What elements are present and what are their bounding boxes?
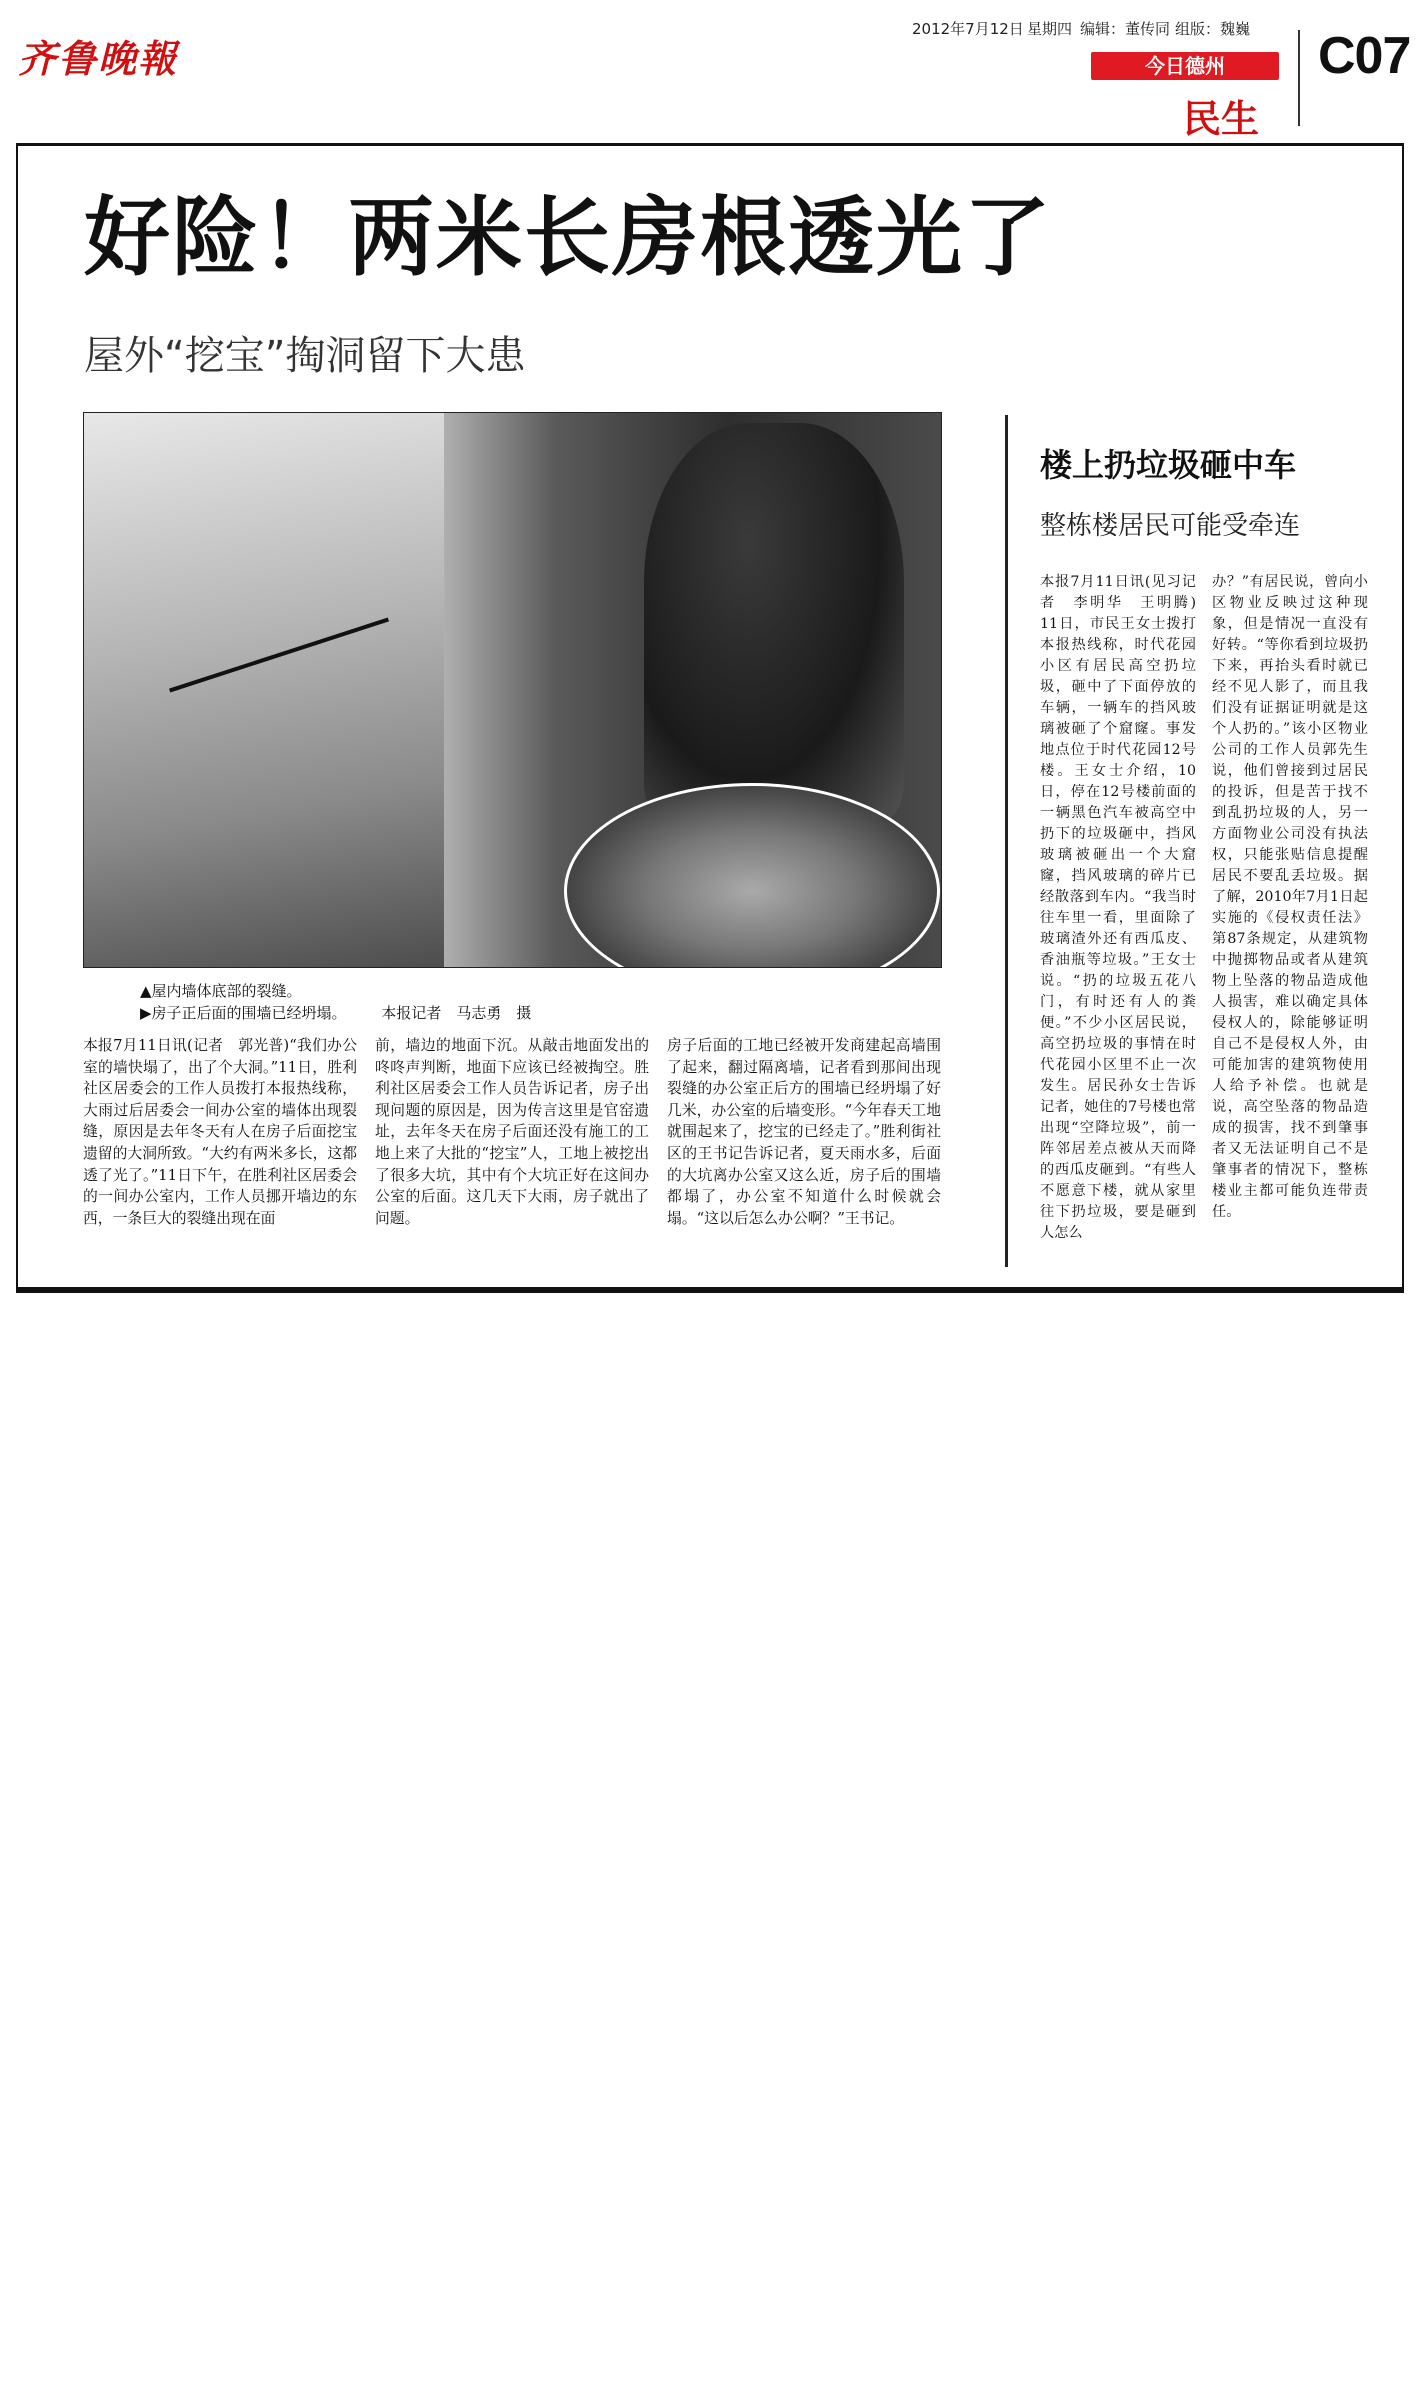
side-article-col-1: 本报7月11日讯(见习记者 李明华 王明腾) 11日，市民王女士拨打本报热线称，时代花园小区有居民高空扔垃圾，砸中了下面停放的车辆，一辆车的挡风玻璃被砸了个窟窿。事发地点位于时代花园12号楼。王女士介绍，10日，停在12号楼前面的一辆黑色汽车被高空中扔下的垃圾砸中，挡风玻璃被砸出一个大窟窿，挡风玻璃的碎片已经散落到车内。“我当时往车里一看，里面除了玻璃渣外还有西瓜皮、香油瓶等垃圾。”王女士说。“扔的垃圾五花八门，有时还有人的粪便。”不少小区居民说，高空扔垃圾的事情在时代花园小区里不止一次发生。居民孙女士告诉记者，她住的7号楼也常出现“空降垃圾”，前一阵邻居差点被从天而降的西瓜皮砸到。“有些人不愿意下楼，就从家里往下扔垃圾，要是砸到人怎么 xyxy=(1040,574,1211,1241)
photo-caption-line-2: ▶房子正后面的围墙已经坍塌。 xyxy=(140,1004,347,1022)
region-badge: 今日德州 xyxy=(1091,52,1279,80)
side-subhead: 整栋楼居民可能受牵连 xyxy=(1040,511,1301,541)
main-article-col-3: 房子后面的工地已经被开发商建起高墙围了起来，翻过隔离墙，记者看到那间出现裂缝的办公室正后方的围墙已经坍塌了好几米，办公室的后墙变形。“今年春天工地就围起来了，挖宝的已经走了。”胜利街社区的王书记告诉记者，夏天雨水多，后面的大坑离办公室又这么近，房子后的围墙都塌了，办公室不知道什么时候就会塌。“这以后怎么办公啊？”王书记。 xyxy=(667,1037,941,1227)
layout-credit: 组版：魏巍 xyxy=(1175,20,1251,38)
main-headline: 好险！两米长房根透光了 xyxy=(84,188,1052,288)
editor-credit: 编辑：董传同 xyxy=(1080,20,1171,38)
photo-wall xyxy=(84,413,444,967)
page-number: C07 xyxy=(1318,27,1411,85)
section-title: 民生 xyxy=(1183,97,1260,141)
main-subhead: 屋外“挖宝”掏洞留下大患 xyxy=(84,333,526,379)
news-photo xyxy=(83,412,942,968)
photo-credit: 本报记者 马志勇 摄 xyxy=(381,1004,532,1022)
masthead-divider xyxy=(1298,30,1300,126)
sidebar-rule xyxy=(1005,415,1008,1267)
main-article-col-1: 本报7月11日讯(记者 郭光普)“我们办公室的墙快塌了，出了个大洞。”11日，胜利社区居委会的工作人员拨打本报热线称，大雨过后居委会一间办公室的墙体出现裂缝，原因是去年冬天有人在房子后面挖宝遗留的大洞所致。“大约有两米多长，这都透了光了。”11日下午，在胜利社区居委会的一间办公室内，工作人员挪开墙边的东西，一条巨大的裂缝出现在面 xyxy=(83,1037,357,1227)
photo-caption xyxy=(140,980,531,1024)
side-headline: 楼上扔垃圾砸中车 xyxy=(1040,446,1297,484)
issue-date: 2012年7月12日 xyxy=(912,20,1024,38)
photo-caption-line-1: ▲屋内墙体底部的裂缝。 xyxy=(140,982,302,1000)
issue-weekday: 星期四 xyxy=(1027,20,1073,38)
side-article-col-2: 办？”有居民说，曾向小区物业反映过这种现象，但是情况一直没有好转。“等你看到垃圾扔下来，再抬头看时就已经不见人影了，而且我们没有证据证明就是这个人扔的。”该小区物业公司的工作人员郭先生说，他们曾接到过居民的投诉，但是苦于找不到乱扔垃圾的人，另一方面物业公司没有执法权，只能张贴信息提醒居民不要乱丢垃圾。据了解，2010年7月1日起实施的《侵权责任法》第87条规定，从建筑物中抛掷物品或者从建筑物上坠落的物品造成他人损害，难以确定具体侵权人的，除能够证明自己不是侵权人外，由可能加害的建筑物使用人给予补偿。也就是说，高空坠落的物品造成的损害，找不到肇事者又无法证明自己不是肇事者的情况下，整栋楼业主都可能负连带责任。 xyxy=(1212,574,1368,1220)
newspaper-logo: 齐鲁晚報 xyxy=(18,36,179,81)
main-article-col-2: 前，墙边的地面下沉。从敲击地面发出的咚咚声判断，地面下应该已经被掏空。胜利社区居委会工作人员告诉记者，房子出现问题的原因是，因为传言这里是官窑遗址，去年冬天在房子后面还没有施工的工地上来了大批的“挖宝”人，工地上被挖出了很多大坑，其中有个大坑正好在这间办公室的后面。这几天下大雨，房子就出了问题。 xyxy=(375,1037,649,1227)
photo-person xyxy=(644,423,904,823)
